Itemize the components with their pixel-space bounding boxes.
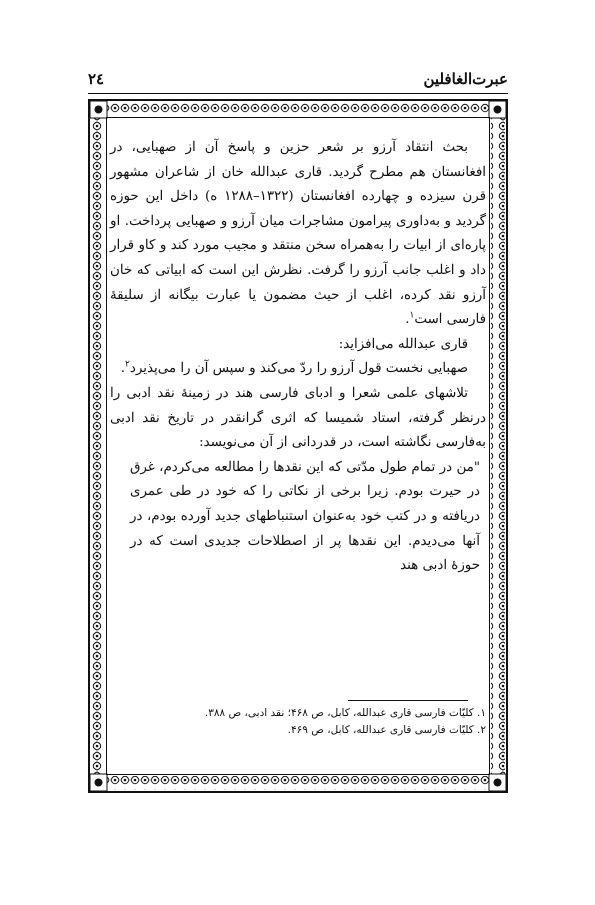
- header-rule: [88, 93, 508, 94]
- footnote-ref[interactable]: ۱: [409, 310, 415, 321]
- running-title: عبرت‌الغافلین: [423, 70, 508, 88]
- footnotes: [150, 705, 486, 739]
- footnote-item: ۱. کلیّات فارسی قاری عبدالله، کابل، ص ۴۶۸؛ نقد ادبی، ص ۳۸۸.: [204, 707, 486, 719]
- footnote-rule: [348, 700, 468, 701]
- page-header: [88, 70, 508, 92]
- paragraph: قاری عبدالله می‌افزاید:: [338, 336, 468, 352]
- paragraph: بحث انتقاد آرزو بر شعر حزین و پاسخ آن از صهبایی، در افغانستان هم مطرح گردید. قاری عبدالله خان از شاعران مشهور قرن سیزده و چهارده افغانستان (۱۳۲۲–۱۲۸۸ ه) داخل این حوزه گردید و به‌داوری پیرامون مشاجرات میان آرزو و صهبایی پرداخت. او پاره‌ای از ابیات را به‌همراه سخن منتقد و مجیب مورد کند و کاو قرار داد و اغلب جانب آرزو را گرفت. نظرش این است که ابیاتی که خان آرزو نقد کرده، اغلب از حیث مضمون یا عبارت بیگانه از سلیقهٔ فارسی است$^۱$.: [110, 140, 486, 328]
- block-quote: "من در تمام طول مدّتی که این نقدها را مطالعه می‌کردم، غرق در حیرت بودم. زیرا برخی از نکاتی را که خود در طی عمری دریافته و در کتب خود به‌عنوان استنباطهای جدید آورده بودم، در آنها می‌دیدم. این نقدها پر از اصطلاحات جدیدی است که در حوزهٔ ادبی هند: [130, 459, 480, 574]
- footnote-item: ۲. کلیّات فارسی قاری عبدالله، کابل، ص ۴۶۹.: [287, 724, 486, 736]
- footnote-ref[interactable]: ۲: [125, 359, 130, 370]
- paragraph: صهبایی نخست قول آرزو را ردّ می‌کند و سپس آن را می‌پذیرد$^۲$.: [120, 359, 468, 377]
- page-number: ٢٤: [88, 70, 105, 88]
- paragraph: تلاشهای علمی شعرا و ادبای فارسی هند در زمینهٔ نقد ادبی را درنظر گرفته، استاد شمیسا که اثری گرانقدر در تاریخ نقد ادبی به‌فارسی نگاشته است، در قدردانی از آن می‌نویسد:: [110, 385, 486, 451]
- body-text: [110, 136, 486, 579]
